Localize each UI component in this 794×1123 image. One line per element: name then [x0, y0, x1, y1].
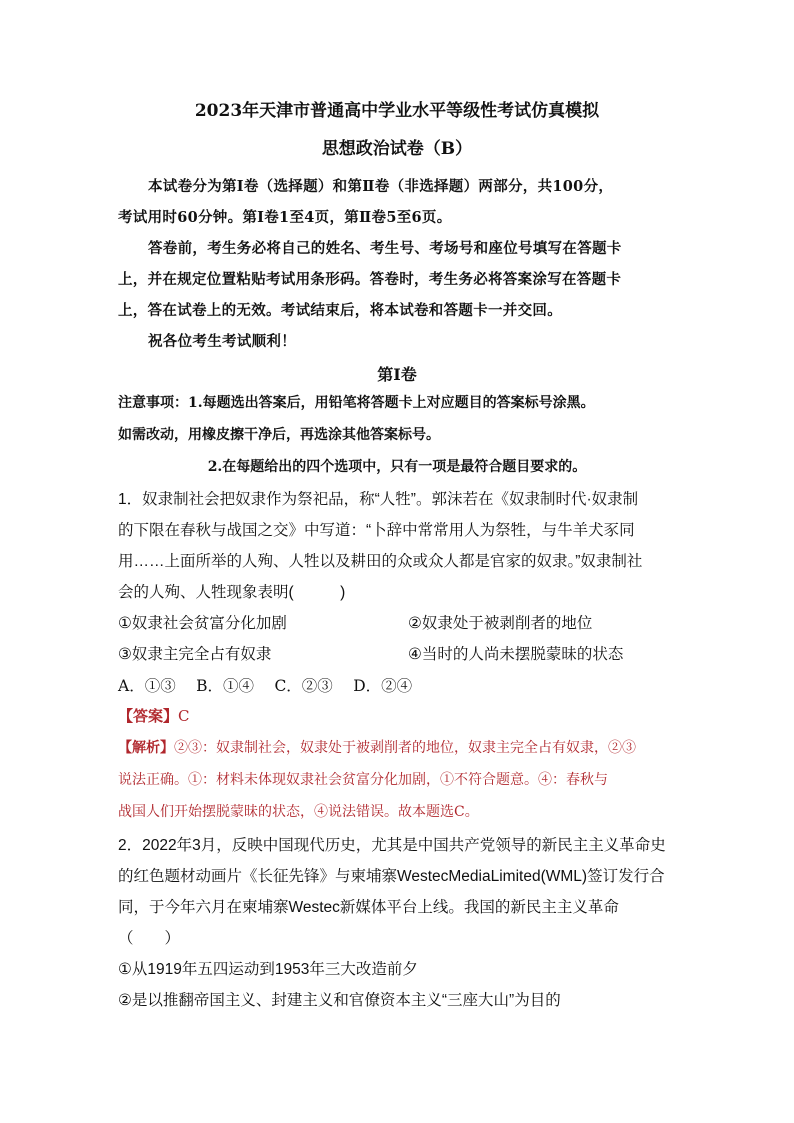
section-heading: 第Ⅰ卷 [377, 365, 417, 384]
q2-stem-line-3: 同，于今年六月在柬埔寨Westec新媒体平台上线。我国的新民主主义革命 [118, 899, 619, 916]
q1-analysis-line-3: 战国人们开始摆脱蒙昧的状态，④说法错误。故本题选C。 [118, 804, 479, 820]
q1-stem-line-4: 会的人殉、人牲现象表明( ) [118, 584, 346, 601]
exam-subtitle: 思想政治试卷（B） [321, 139, 473, 159]
q1-option-3: ③奴隶主完全占有奴隶 [118, 646, 272, 663]
q2-stem-line-1: 2．2022年3月，反映中国现代历史，尤其是中国共产党领导的新民主主义革命史 [118, 837, 666, 854]
q1-stem-line-2: 的下限在春秋与战国之交》中写道：“卜辞中常常用人为祭牲，与牛羊犬豕同 [118, 522, 635, 539]
q2-stem-line-2: 的红色题材动画片《长征先锋》与柬埔寨WestecMediaLimited(WML)签订发行合 [118, 868, 665, 885]
q1-answer [118, 705, 678, 726]
exam-title: 2023年天津市普通高中学业水平等级性考试仿真模拟 [194, 101, 600, 121]
notice-line-3: 2.在每题给出的四个选项中，只有一项是最符合题目要求的。 [207, 459, 587, 475]
q1-option-2: ②奴隶处于被剥削者的地位 [408, 615, 593, 632]
notice-line-2: 如需改动，用橡皮擦干净后，再选涂其他答案标号。 [118, 427, 440, 443]
q1-option-1: ①奴隶社会贫富分化加剧 [118, 615, 287, 632]
q1-choices: A．①③ B．①④ C．②③ D．②④ [118, 677, 413, 695]
q1-stem-line-1: 1．奴隶制社会把奴隶作为祭祀品，称“人牲”。郭沫若在《奴隶制时代·奴隶制 [118, 491, 639, 508]
q1-stem-line-3: 用……上面所举的人殉、人牲以及耕田的众或众人都是官家的奴隶。”奴隶制社 [118, 553, 643, 570]
intro-line-6: 祝各位考生考试顺利！ [148, 333, 296, 350]
answer-value: C [178, 707, 190, 725]
answer-label: 【答案】 [118, 707, 179, 725]
q2-option-2: ②是以推翻帝国主义、封建主义和官僚资本主义“三座大山”为目的 [118, 992, 561, 1009]
notice-line-1: 注意事项：1.每题选出答案后，用铅笔将答题卡上对应题目的答案标号涂黑。 [118, 395, 595, 411]
intro-line-1: 本试卷分为第Ⅰ卷（选择题）和第Ⅱ卷（非选择题）两部分，共100分， [148, 178, 614, 195]
intro-line-4: 上，并在规定位置粘贴考试用条形码。答卷时，考生务必将答案涂写在答题卡 [118, 271, 622, 288]
q1-option-4: ④当时的人尚未摆脱蒙昧的状态 [408, 646, 624, 663]
intro-line-2: 考试用时60分钟。第Ⅰ卷1至4页，第Ⅱ卷5至6页。 [118, 209, 452, 226]
intro-line-3: 答卷前，考生务必将自己的姓名、考生号、考场号和座位号填写在答题卡 [148, 240, 622, 257]
q2-option-1: ①从1919年五四运动到1953年三大改造前夕 [118, 961, 418, 978]
q1-analysis-line-2: 说法正确。①：材料未体现奴隶社会贫富分化加剧，①不符合题意。④：春秋与 [118, 772, 608, 788]
analysis-text-1: ②③：奴隶制社会，奴隶处于被剥削者的地位，奴隶主完全占有奴隶，②③ [174, 740, 636, 756]
q1-analysis-line-1 [118, 737, 678, 757]
q2-stem-line-4: （ ） [118, 930, 181, 947]
intro-line-5: 上，答在试卷上的无效。考试结束后，将本试卷和答题卡一并交回。 [118, 302, 562, 319]
analysis-label: 【解析】 [118, 740, 174, 756]
